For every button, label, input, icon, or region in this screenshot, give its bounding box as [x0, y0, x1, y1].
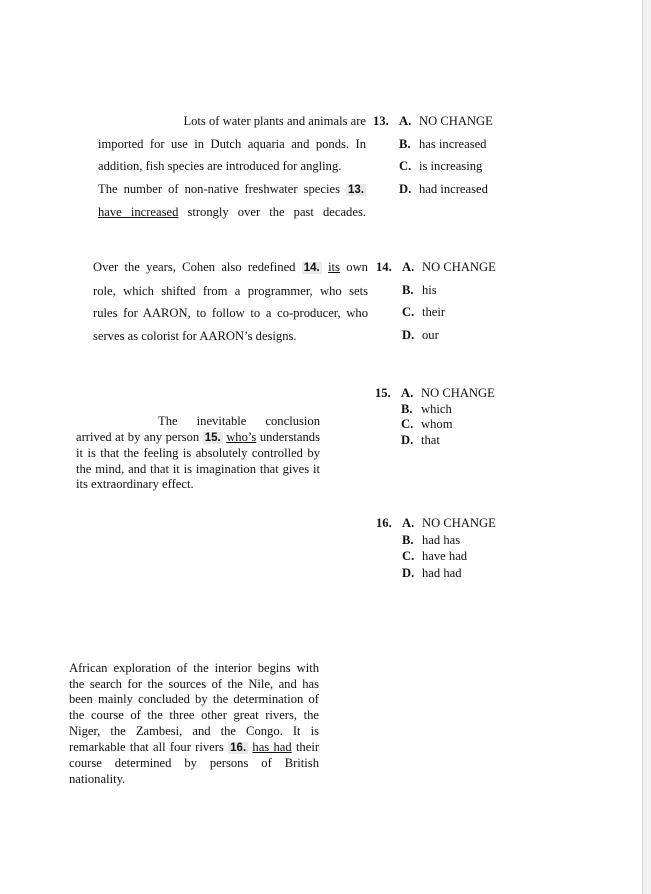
passage-13-line: Lots of water plants and animals are	[183, 114, 366, 128]
question-number-marker[interactable]: 14.	[303, 262, 320, 274]
answer-option[interactable]: C. whom	[401, 417, 453, 431]
passage-13-line: imported for use in Dutch aquaria and ponds. In	[98, 136, 366, 151]
question-number-marker[interactable]: 15.	[204, 431, 221, 444]
passage-13	[98, 110, 366, 224]
question-14	[376, 256, 496, 346]
answer-option[interactable]: B. which	[401, 401, 452, 416]
passage-14-line: Over the years, Cohen also redefined 14. its own	[93, 260, 368, 274]
answer-option[interactable]: B. has increased	[399, 136, 487, 151]
passage-15-body: arrived at by any person 15. who’s understands it is that the feeling is absolutely controlled by the mind, and that it is imagination that gives it its extraordinary effect.	[76, 429, 320, 492]
answer-option[interactable]: D. that	[401, 432, 440, 447]
answer-option[interactable]: D. our	[402, 327, 439, 342]
answer-option[interactable]: 16. A. NO CHANGE	[376, 516, 496, 530]
question-number-marker[interactable]: 13.	[348, 183, 364, 196]
answer-option[interactable]: C. is increasing	[399, 159, 483, 173]
question-13	[373, 110, 493, 200]
passage-13-line: have increased strongly over the past decades.	[98, 205, 366, 219]
answer-option[interactable]: 14. A. NO CHANGE	[376, 260, 496, 274]
answer-option[interactable]: 13. A. NO CHANGE	[373, 114, 493, 128]
passage-13-line: The number of non-native freshwater species 13.	[98, 181, 364, 196]
passage-14	[93, 256, 368, 347]
answer-option[interactable]: C. have had	[402, 549, 468, 563]
passage-14-line: rules for AARON, to follow to a co-producer, who	[93, 306, 368, 320]
passage-13-line: addition, fish species are introduced for angling.	[98, 159, 342, 173]
passage-16	[69, 661, 319, 788]
answer-option[interactable]: B. had has	[402, 532, 461, 547]
underlined-portion[interactable]: have increased	[98, 205, 179, 219]
passage-16-body: African exploration of the interior begins with the search for the sources of the Nile, and has been mainly concluded by the determination of the course of the three other great rivers, the Niger, the Zambesi, and the Congo. It is remarkable that all four rivers 16. has had their course determined by persons of British nationality.	[69, 661, 320, 786]
underlined-portion[interactable]: has had	[252, 739, 292, 754]
answer-option[interactable]: D. had increased	[399, 181, 488, 196]
passage-15-line: The inevitable conclusion	[158, 414, 320, 428]
answer-option[interactable]: B. his	[402, 282, 437, 297]
passage-15	[76, 414, 320, 493]
answer-option[interactable]: 15. A. NO CHANGE	[375, 386, 495, 400]
question-15	[375, 386, 495, 448]
question-number-marker[interactable]: 16.	[230, 741, 247, 754]
underlined-portion[interactable]: who’s	[226, 429, 257, 444]
answer-option[interactable]: C. their	[402, 305, 446, 319]
question-16	[376, 515, 496, 581]
passage-14-line: serves as colorist for AARON’s designs.	[93, 328, 297, 343]
answer-option[interactable]: D. had had	[402, 565, 462, 580]
passage-14-line: role, which shifted from a programmer, who sets	[93, 283, 368, 298]
underlined-portion[interactable]: its	[328, 260, 340, 274]
